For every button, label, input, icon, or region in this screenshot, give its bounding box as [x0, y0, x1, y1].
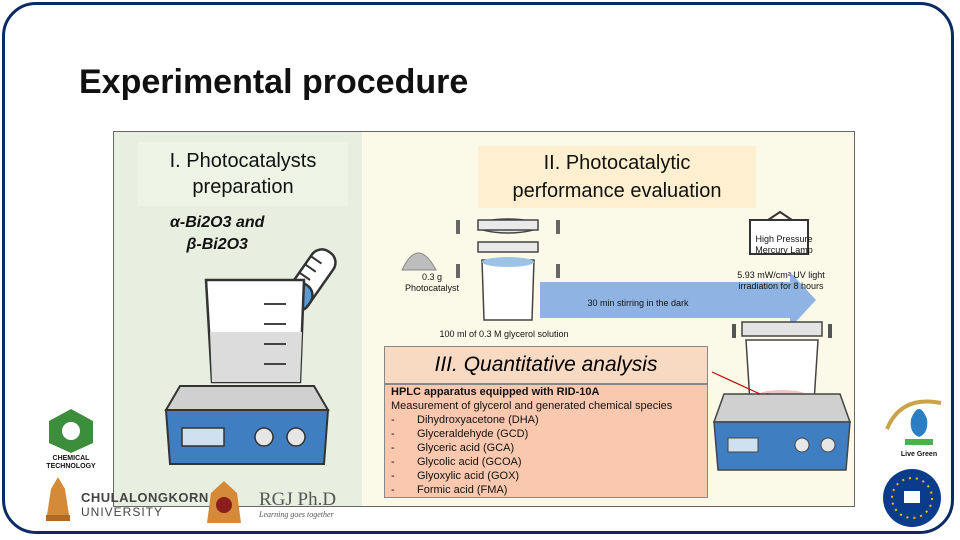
- photocatalyst-powder-icon: [402, 253, 436, 270]
- preparation-illustration: [114, 132, 362, 508]
- photocatalyst-line2: Photocatalyst: [404, 283, 460, 293]
- hplc-box: [384, 384, 708, 498]
- irradiation-line1: 5.93 mW/cm² UV light: [737, 270, 825, 280]
- list-item: - Formic acid (FMA): [391, 484, 508, 496]
- list-item: - Dihydroxyacetone (DHA): [391, 414, 539, 426]
- lamp-label-line1: High Pressure: [755, 234, 813, 244]
- rgj-subtitle: Learning goes together: [259, 510, 334, 519]
- beaker-icon: [206, 280, 304, 382]
- eu-circle-logo: [881, 467, 943, 529]
- list-item: - Glycolic acid (GCOA): [391, 456, 522, 468]
- rgj-emblem: [201, 479, 247, 529]
- list-item: - Glyceraldehyde (GCD): [391, 428, 529, 440]
- section2-title-line2: performance evaluation: [512, 180, 722, 202]
- species-list: [391, 413, 701, 497]
- hplc-heading: HPLC apparatus equipped with RID-10A: [391, 386, 600, 398]
- section1-title-line2: preparation: [192, 176, 294, 198]
- chem-tech-label: CHEMICAL TECHNOLOGY: [46, 455, 96, 470]
- slide-frame: [2, 2, 954, 534]
- list-item: - Glyceric acid (GCA): [391, 442, 515, 454]
- list-item: - Glyoxylic acid (GOX): [391, 470, 520, 482]
- solution-label: 100 ml of 0.3 M glycerol solution: [439, 329, 569, 339]
- chulalongkorn-emblem: [43, 475, 73, 525]
- photoreactor-setup-icon: [712, 322, 850, 470]
- irradiation-label: [714, 270, 848, 292]
- section2-title-line1: II. Photocatalytic: [543, 152, 691, 174]
- photocatalyst-line1: 0.3 g: [421, 272, 443, 282]
- slide-title: Experimental procedure: [79, 63, 469, 101]
- measurement-text: Measurement of glycerol and generated chemical species: [391, 400, 673, 412]
- university-name: CHULALONGKORN UNIVERSITY: [81, 490, 209, 519]
- formula-line2: β-Bi2O3: [186, 236, 248, 253]
- procedure-panel: [113, 131, 855, 507]
- photocatalyst-label: [392, 272, 472, 294]
- lamp-label: [742, 234, 826, 256]
- chemical-technology-logo: [41, 405, 101, 455]
- section1-title-line1: I. Photocatalysts: [169, 150, 317, 172]
- rgj-title: RGJ Ph.D: [259, 489, 337, 510]
- lamp-label-line2: Mercury Lamp: [755, 245, 813, 255]
- hotplate-stirrer-icon: [166, 386, 328, 464]
- section3-title: III. Quantitative analysis: [384, 346, 708, 384]
- formula-line1: α-Bi2O3 and: [170, 214, 265, 231]
- stirring-label: 30 min stirring in the dark: [587, 298, 689, 308]
- live-green-label: Live Green: [900, 451, 938, 458]
- irradiation-line2: irradiation for 8 hours: [738, 281, 824, 291]
